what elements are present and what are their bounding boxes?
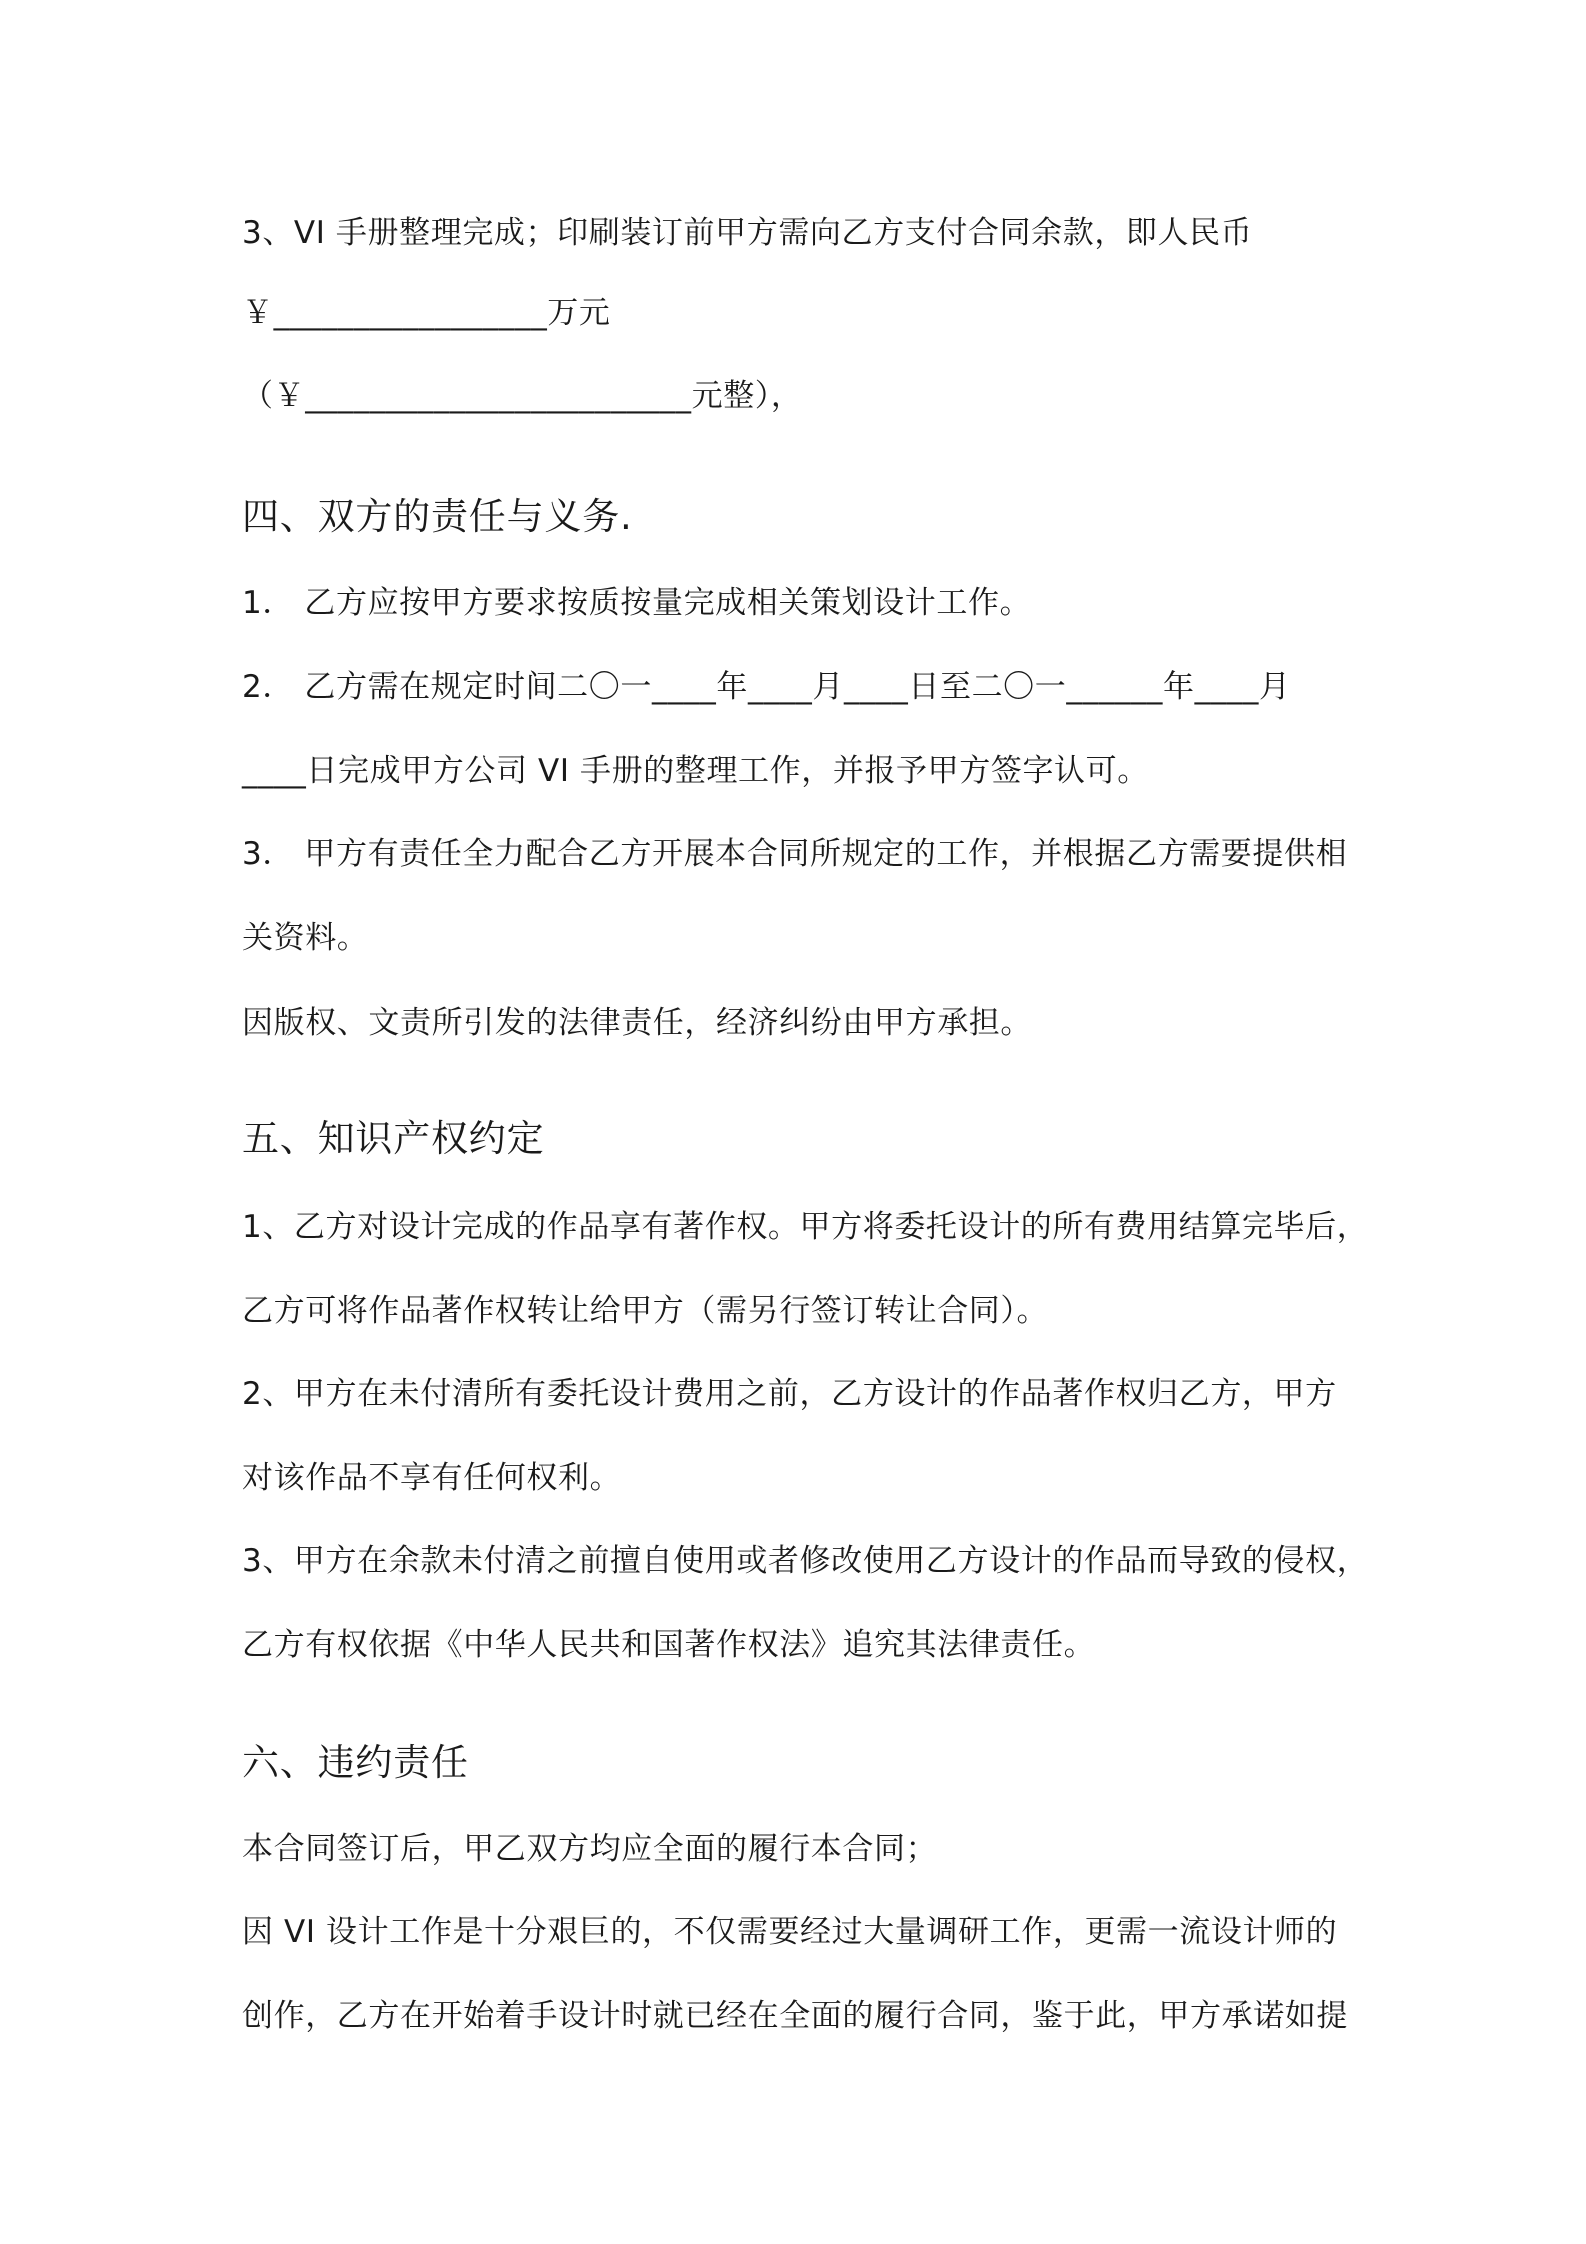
section-heading-obligations: 四、双方的责任与义务. <box>242 495 633 538</box>
ip-item-2: 2、甲方在未付清所有委托设计费用之前，乙方设计的作品著作权归乙方，甲方 <box>242 1376 1337 1412</box>
ip-item-1-cont: 乙方可将作品著作权转让给甲方（需另行签订转让合同）。 <box>242 1293 1049 1329</box>
obligation-item-2: 2． 乙方需在规定时间二〇一____年____月____日至二〇一______年____月 <box>242 669 1291 705</box>
breach-line-3: 创作，乙方在开始着手设计时就已经在全面的履行合同，鉴于此，甲方承诺如提 <box>242 1998 1348 2034</box>
section-heading-breach: 六、违约责任 <box>242 1741 469 1784</box>
obligation-item-1: 1． 乙方应按甲方要求按质按量完成相关策划设计工作。 <box>242 585 1032 621</box>
ip-item-1: 1、乙方对设计完成的作品享有著作权。甲方将委托设计的所有费用结算完毕后， <box>242 1209 1369 1245</box>
breach-line-2: 因 VI 设计工作是十分艰巨的，不仅需要经过大量调研工作，更需一流设计师的 <box>242 1914 1338 1950</box>
section-heading-ip: 五、知识产权约定 <box>242 1117 545 1160</box>
amount-wan-yuan-line: ￥_________________万元 <box>242 295 611 331</box>
ip-item-3-cont: 乙方有权依据《中华人民共和国著作权法》追究其法律责任。 <box>242 1627 1096 1663</box>
payment-clause-line: 3、VI 手册整理完成；印刷装订前甲方需向乙方支付合同余款，即人民币 <box>242 215 1253 251</box>
liability-note: 因版权、文责所引发的法律责任，经济纠纷由甲方承担。 <box>242 1005 1032 1041</box>
amount-yuan-line: （￥________________________元整）， <box>242 378 803 414</box>
ip-item-2-cont: 对该作品不享有任何权利。 <box>242 1460 622 1496</box>
obligation-item-2-cont: ____日完成甲方公司 VI 手册的整理工作，并报予甲方签字认可。 <box>242 753 1149 789</box>
breach-line-1: 本合同签订后，甲乙双方均应全面的履行本合同； <box>242 1831 938 1867</box>
obligation-item-3-cont: 关资料。 <box>242 920 369 956</box>
ip-item-3: 3、甲方在余款未付清之前擅自使用或者修改使用乙方设计的作品而导致的侵权， <box>242 1543 1369 1579</box>
obligation-item-3: 3． 甲方有责任全力配合乙方开展本合同所规定的工作，并根据乙方需要提供相 <box>242 836 1348 872</box>
